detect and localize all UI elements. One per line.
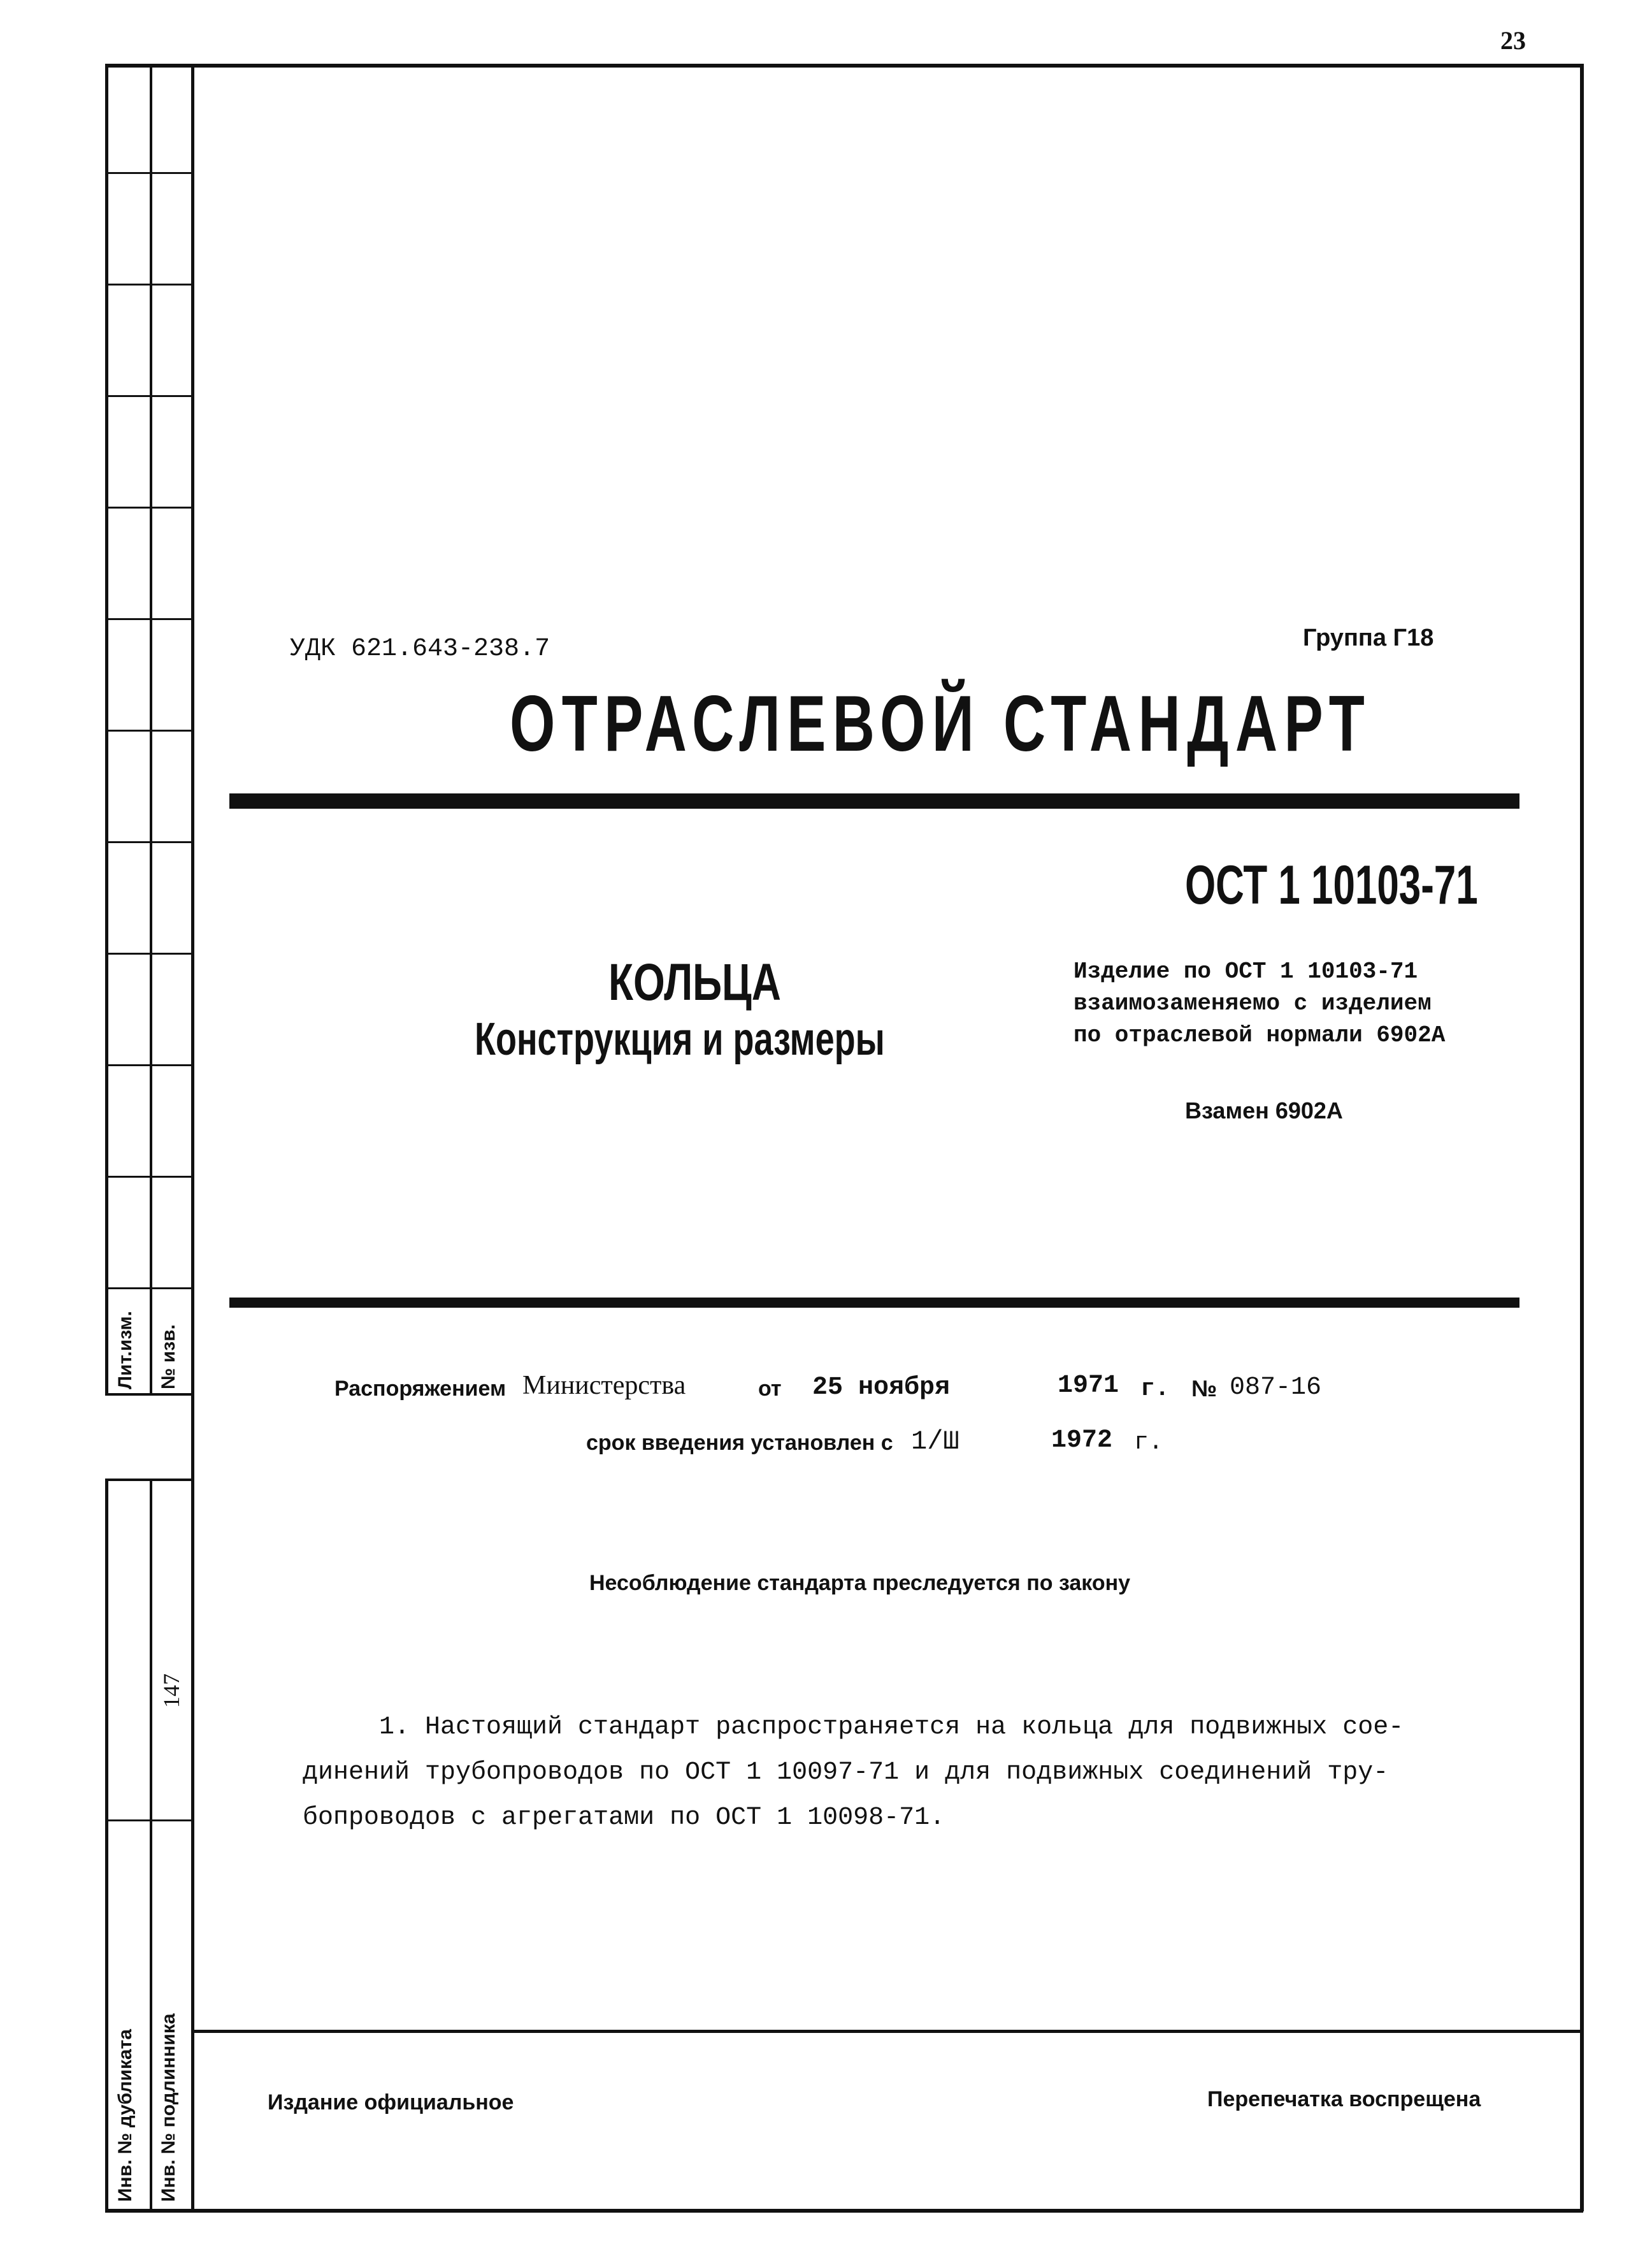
order-from: от: [758, 1377, 782, 1401]
footer-divider: [191, 2030, 1583, 2033]
frame-bottom: [105, 2209, 1583, 2213]
margin-original-inv: Инв. № подлинника: [158, 2013, 179, 2202]
interchange-note: [1074, 956, 1445, 1052]
frame-inner-left: [191, 64, 194, 2213]
margin-no-izv: № изв.: [158, 1324, 179, 1389]
doc-number: ОСТ 1 10103-71: [1185, 855, 1478, 916]
body-line: динений трубопроводов по ОСТ 1 10097-71 и для подвижных соединений тру-: [303, 1758, 1389, 1787]
margin-number: 147: [159, 1674, 184, 1708]
order-year-suffix: г.: [1140, 1375, 1170, 1403]
rule-bottom: [229, 1298, 1519, 1308]
margin-duplicate-inv: Инв. № дубликата: [115, 2028, 136, 2202]
frame-top: [105, 64, 1583, 68]
order-number-label: №: [1191, 1375, 1217, 1401]
body-paragraph: [303, 1705, 1404, 1840]
legal-warning: Несоблюдение стандарта преследуется по закону: [589, 1571, 1131, 1595]
margin-lit-izm: Лит.изм.: [115, 1310, 136, 1389]
footer-official: Издание официальное: [268, 2090, 514, 2115]
page-number: 23: [1500, 26, 1526, 55]
footer-reprint: Перепечатка воспрещена: [1207, 2087, 1481, 2111]
effective-date: 1/Ш: [911, 1426, 959, 1457]
interchange-line: взаимозаменяемо с изделием: [1074, 990, 1432, 1016]
doc-type-title: ОТРАСЛЕВОЙ СТАНДАРТ: [510, 680, 1372, 768]
effective-label: срок введения установлен с: [586, 1431, 893, 1455]
order-label: Распоряжением: [334, 1377, 506, 1401]
order-year: 1971: [1058, 1371, 1119, 1400]
frame-right: [1580, 64, 1584, 2211]
order-ministry: Министерства: [522, 1371, 686, 1400]
order-number: 087-16: [1230, 1373, 1322, 1402]
order-date: 25 ноября: [812, 1373, 951, 1402]
product-subtitle: Конструкция и размеры: [475, 1014, 885, 1065]
effective-year: 1972: [1051, 1426, 1113, 1455]
udk-code: УДК 621.643-238.7: [290, 635, 550, 663]
group-code: Группа Г18: [1303, 625, 1434, 651]
product-title: КОЛЬЦА: [608, 953, 781, 1011]
effective-year-suffix: г.: [1134, 1429, 1163, 1456]
interchange-line: по отраслевой нормали 6902А: [1074, 1022, 1446, 1048]
body-line: 1. Настоящий стандарт распространяется на кольца для подвижных сое-: [379, 1713, 1404, 1742]
rule-top: [229, 793, 1519, 809]
replaces-note: Взамен 6902А: [1185, 1097, 1343, 1124]
interchange-line: Изделие по ОСТ 1 10103-71: [1074, 958, 1418, 985]
body-line: бопроводов с агрегатами по ОСТ 1 10098-71.: [303, 1804, 945, 1832]
